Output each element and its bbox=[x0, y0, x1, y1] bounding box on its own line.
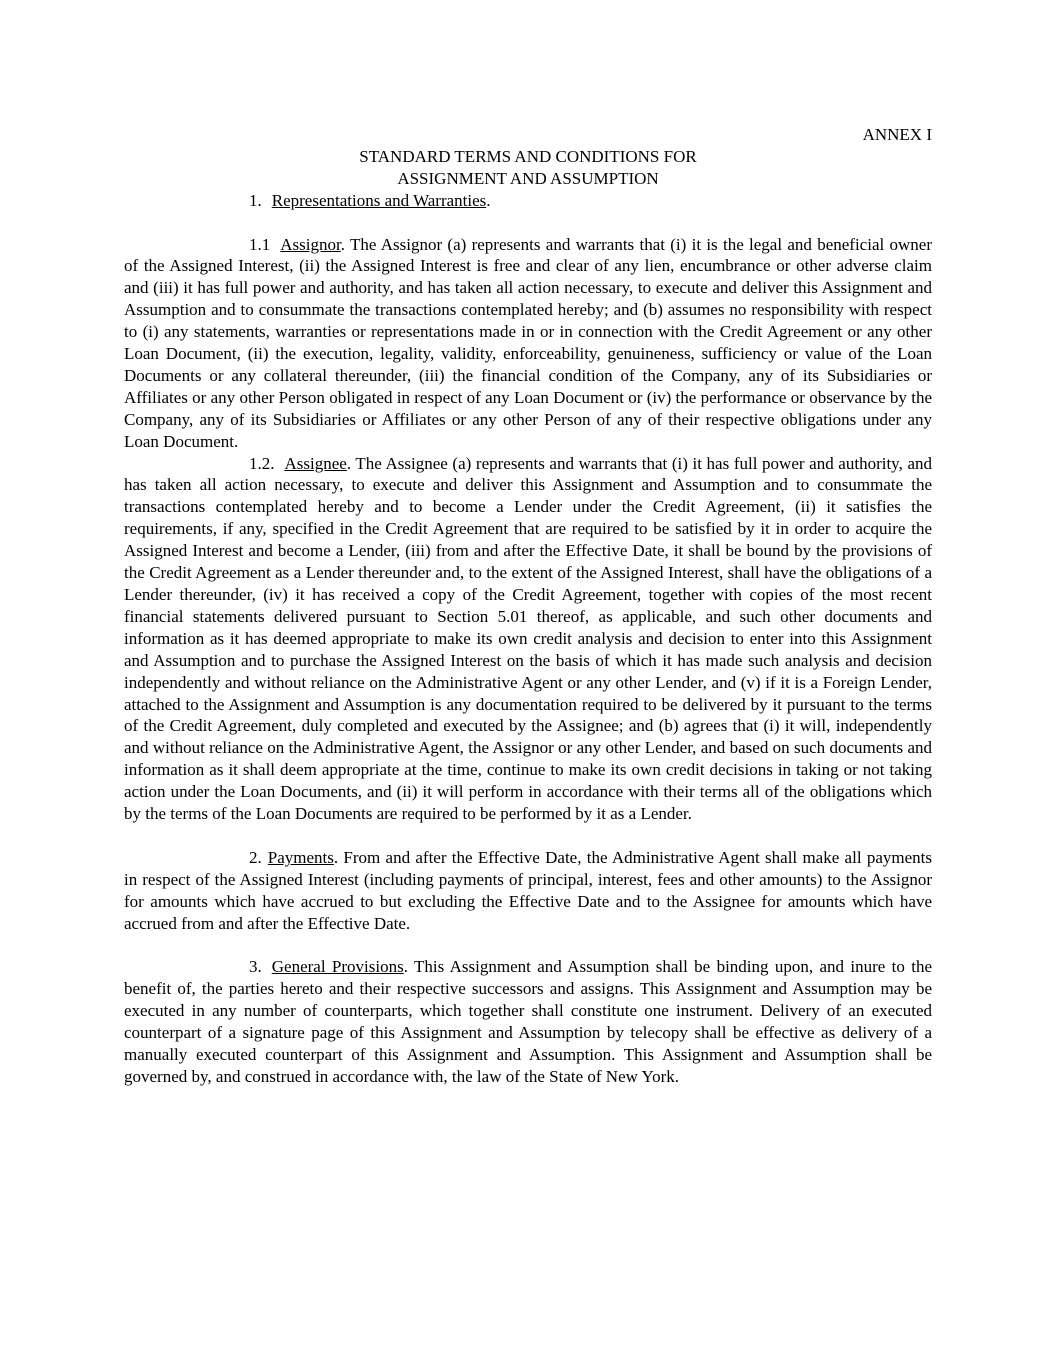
section-1-1-title: Assignor bbox=[280, 234, 341, 254]
section-3-body: This Assignment and Assumption shall be binding upon, and inure to the benefit of, the parties hereto and their respective successors and assigns. This Assignment and Assumption may be executed in any number of counterparts, which together shall constitute one instrument. Delivery of an executed counterpart of a signature page of this Assignment and Assumption by telecopy shall be effective as delivery of a manually executed counterpart of this Assignment and Assumption. This Assignment and Assumption shall be governed by, and construed in accordance with, the law of the State of New York. bbox=[124, 957, 932, 1086]
section-1-2-paragraph bbox=[124, 453, 932, 825]
section-1-2-body: The Assignee (a) represents and warrants that (i) it has full power and authority, and has taken all action necessary, to execute and deliver this Assignment and Assumption and to consummate the transactions contemplated hereby and to become a Lender under the Credit Agreement, (ii) it satisfies the requirements, if any, specified in the Credit Agreement that are required to be satisfied by it in order to acquire the Assigned Interest and become a Lender, (iii) from and after the Effective Date, it shall be bound by the provisions of the Credit Agreement as a Lender thereunder and, to the extent of the Assigned Interest, shall have the obligations of a Lender thereunder, (iv) it has received a copy of the Credit Agreement, together with copies of the most recent financial statements delivered pursuant to Section 5.01 thereof, as applicable, and such other documents and information as it has deemed appropriate to make its own credit analysis and decision to enter into this Assignment and Assumption and to purchase the Assigned Interest on the basis of which it has made such analysis and decision independently and without reliance on the Administrative Agent or any other Lender, and (v) if it is a Foreign Lender, attached to the Assignment and Assumption is any documentation required to be delivered by it pursuant to the terms of the Credit Agreement, duly completed and executed by the Assignee; and (b) agrees that (i) it will, independently and without reliance on the Administrative Agent, the Assignor or any other Lender, and based on such documents and information as it shall deem appropriate at the time, continue to make its own credit decisions in taking or not taking action under the Loan Documents, and (ii) it will perform in accordance with their terms all of the obligations which by the terms of the Loan Documents are required to be performed by it as a Lender. bbox=[124, 453, 932, 824]
section-1-heading bbox=[249, 190, 932, 212]
section-1-1-body: The Assignor (a) represents and warrants that (i) it is the legal and beneficial owner of the Assigned Interest, (ii) the Assigned Interest is free and clear of any lien, encumbrance or other adverse claim and (iii) it has full power and authority, and has taken all action necessary, to execute and deliver this Assignment and Assumption and to consummate the transactions contemplated hereby; and (b) assumes no responsibility with respect to (i) any statements, warranties or representations made in or in connection with the Credit Agreement or any other Loan Document, (ii) the execution, legality, validity, enforceability, genuineness, sufficiency or value of the Loan Documents or any collateral thereunder, (iii) the financial condition of the Company, any of its Subsidiaries or Affiliates or any other Person obligated in respect of any Loan Document or (iv) the performance or observance by the Company, any of its Subsidiaries or Affiliates or any other Person of any of their respective obligations under any Loan Document. bbox=[124, 234, 932, 451]
section-3-title-suffix: . bbox=[403, 957, 408, 977]
section-1-1-paragraph bbox=[124, 234, 932, 453]
section-1-2-title-suffix: . bbox=[346, 453, 352, 473]
title-line-2: ASSIGNMENT AND ASSUMPTION bbox=[397, 168, 659, 188]
section-1-2-number: 1.2. bbox=[249, 453, 275, 473]
section-1-1-title-suffix: . bbox=[340, 234, 345, 254]
title-line-1: STANDARD TERMS AND CONDITIONS FOR bbox=[359, 146, 697, 166]
section-2-body: From and after the Effective Date, the Administrative Agent shall make all payments in respect of the Assigned Interest (including payments of principal, interest, fees and other amounts) to the Assignor for amounts which have accrued to but excluding the Effective Date and to the Assignee for amounts which have accrued from and after the Effective Date. bbox=[124, 847, 932, 933]
section-2-title: Payments bbox=[267, 847, 334, 867]
section-1-2-title: Assignee bbox=[284, 453, 347, 473]
section-2-title-suffix: . bbox=[333, 847, 339, 867]
section-3-number: 3. bbox=[249, 957, 262, 977]
section-3-paragraph bbox=[124, 956, 932, 1087]
section-1-number: 1. bbox=[249, 190, 262, 210]
annex-label: ANNEX I bbox=[862, 125, 932, 144]
section-2-number: 2. bbox=[249, 847, 262, 867]
section-2-paragraph bbox=[124, 847, 932, 935]
section-1-title: Representations and Warranties bbox=[271, 190, 487, 210]
section-3-title: General Provisions bbox=[271, 957, 404, 977]
document-page bbox=[124, 124, 932, 1088]
section-1-title-suffix: . bbox=[486, 190, 491, 210]
section-1-1-number: 1.1 bbox=[249, 234, 271, 254]
